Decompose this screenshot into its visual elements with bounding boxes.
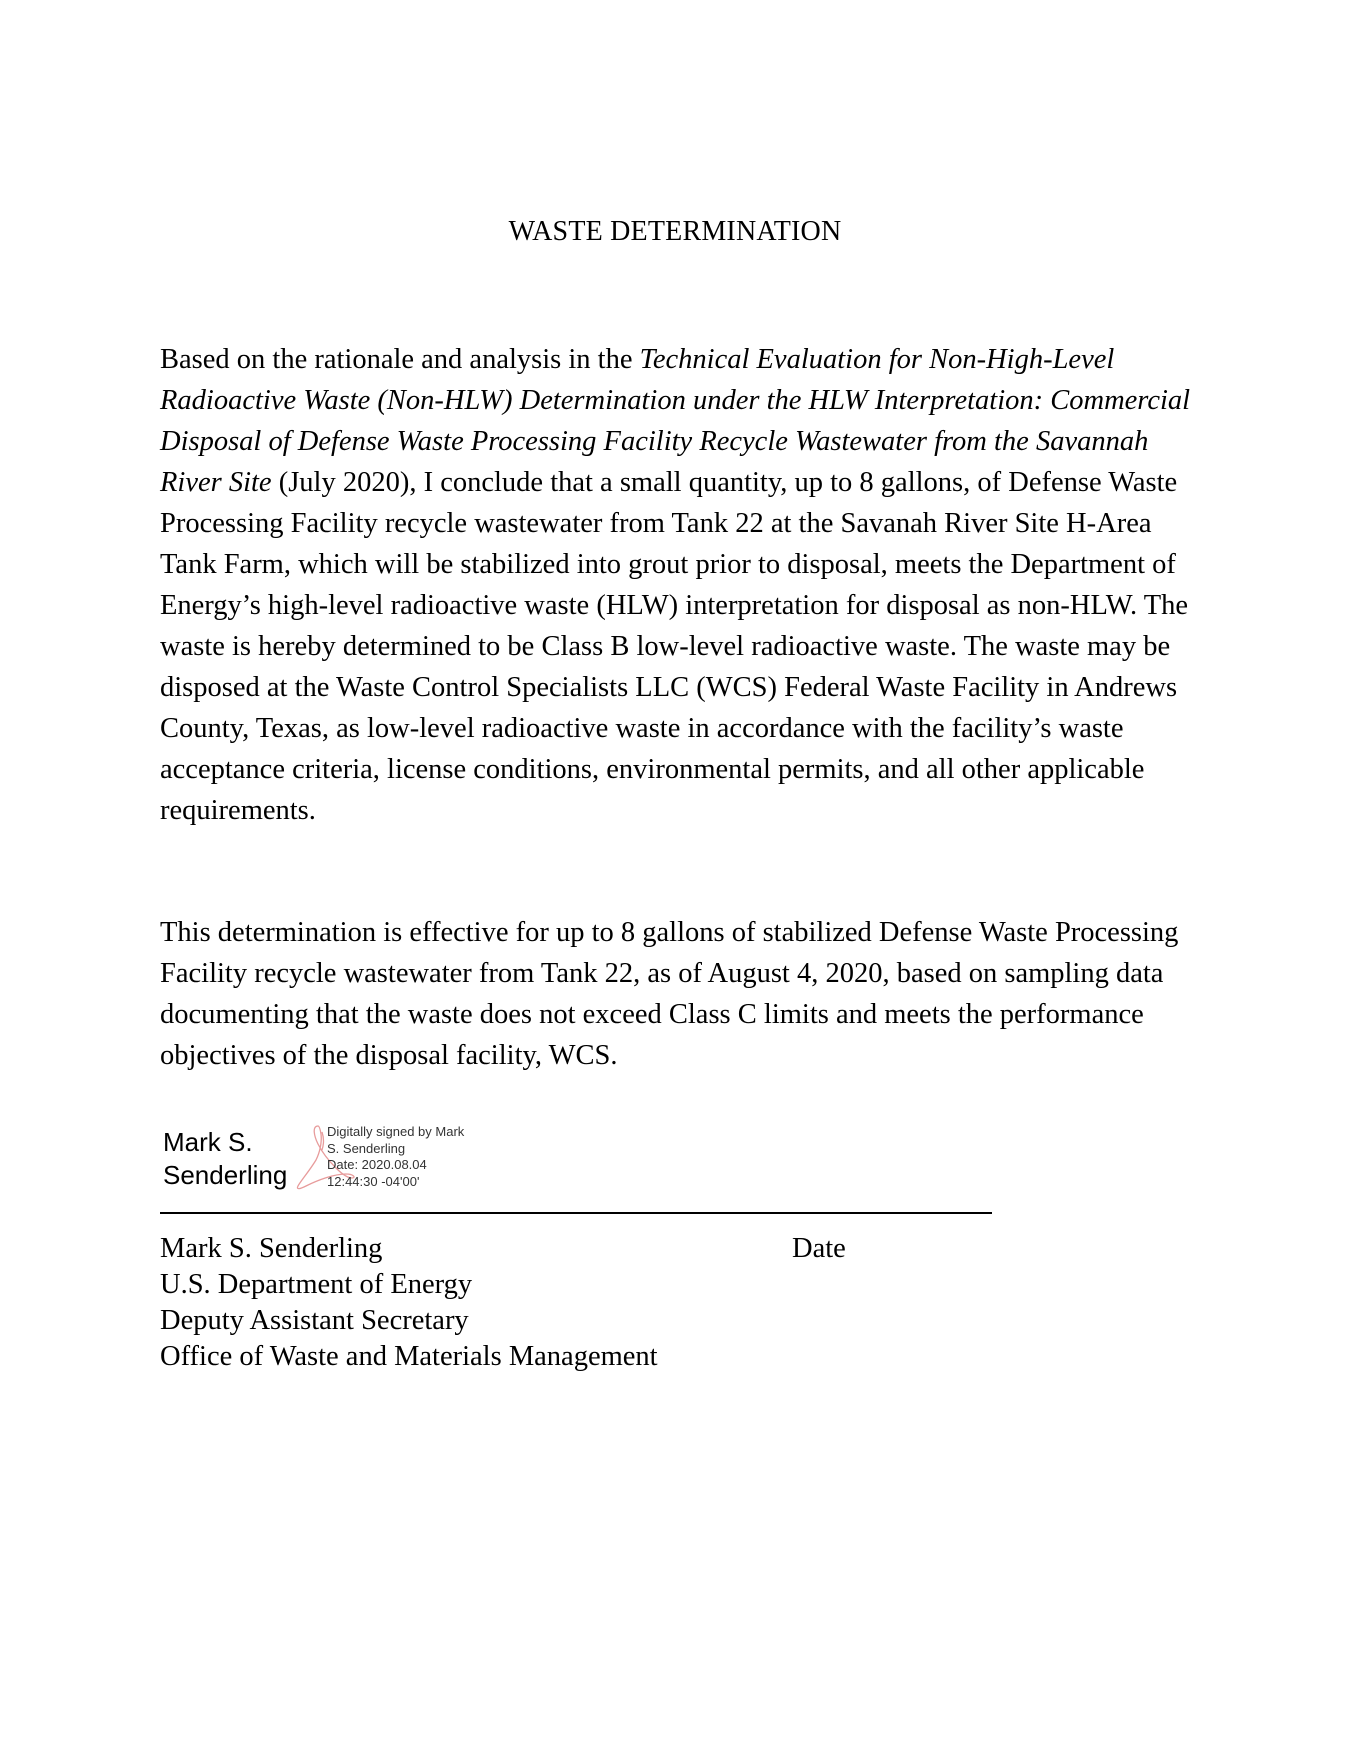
signer-org: U.S. Department of Energy	[160, 1269, 473, 1300]
signer-name: Mark S. Senderling	[160, 1233, 383, 1264]
paragraph-effective: This determination is effective for up to 8 gallons of stabilized Defense Waste Processing Facility recycle wastewater from Tank 22, as of August 4, 2020, based on sampling data documenting that the waste does not exceed Class C limits and meets the performance objectives of the disposal facility, WCS.	[160, 917, 1179, 1071]
signature-detail-line3: Date: 2020.08.04	[327, 1157, 427, 1172]
signature-name-line2: Senderling	[163, 1160, 288, 1190]
signature-detail-line2: S. Senderling	[327, 1140, 406, 1156]
signature-name-line1: Mark S.	[163, 1127, 253, 1157]
signer-office: Office of Waste and Materials Management	[160, 1341, 658, 1372]
signer-block	[160, 1231, 658, 1375]
digital-signature[interactable]	[160, 1120, 1000, 1210]
document-title: WASTE DETERMINATION	[508, 216, 842, 247]
signature-detail-line1: Digitally signed by Mark	[327, 1124, 465, 1139]
signature-line	[160, 1212, 992, 1214]
signature-details	[327, 1124, 487, 1190]
paragraph-intro: Based on the rationale and analysis in the	[160, 344, 640, 375]
paragraph-body: (July 2020), I conclude that a small quantity, up to 8 gallons, of Defense Waste Processing Facility recycle wastewater from Tank 22 at the Savanah River Site H-Area Tank Farm, which will be stabilized into grout prior to disposal, meets the Department of Energy’s high-level radioactive waste (HLW) interpretation for disposal as non-HLW. The waste is hereby determined to be Class B low-level radioactive waste. The waste may be disposed at the Waste Control Specialists LLC (WCS) Federal Waste Facility in Andrews County, Texas, as low-level radioactive waste in accordance with the facility’s waste acceptance criteria, license conditions, environmental permits, and all other applicable requirements.	[160, 467, 1189, 826]
report-title: Technical Evaluation for Non-High-Level Radioactive Waste (Non-HLW) Determination under the HLW Interpretation: Commercial Disposal of Defense Waste Processing Facility Recycle Wastewater from the Savannah River Site	[160, 344, 1191, 498]
signature-detail-line4: 12:44:30 -04'00'	[327, 1173, 420, 1189]
signer-position: Deputy Assistant Secretary	[160, 1305, 469, 1336]
date-label: Date	[792, 1233, 846, 1264]
paragraph-determination	[160, 339, 1195, 831]
